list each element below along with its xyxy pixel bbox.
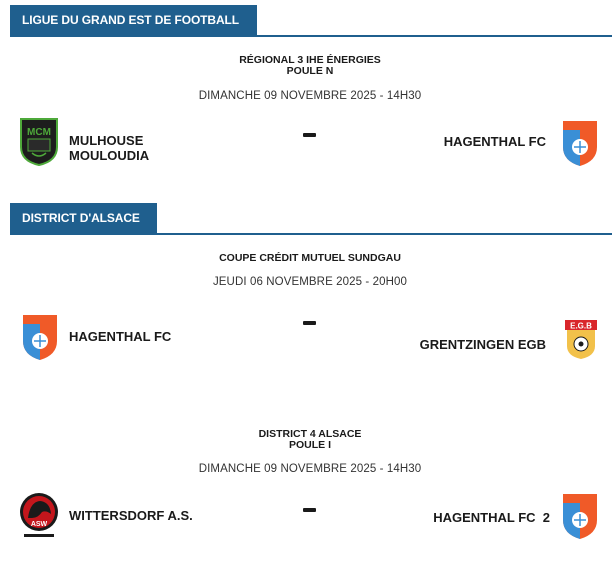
mcm-logo-text: MCM xyxy=(27,127,51,138)
home-team-name xyxy=(69,133,149,163)
away-team-number: 2 xyxy=(542,510,550,525)
match-date: DIMANCHE 09 NOVEMBRE 2025 - 14H30 xyxy=(198,90,422,102)
mcm-crest-icon xyxy=(18,115,60,167)
away-team-name xyxy=(433,510,550,525)
away-team-name: GRENTZINGEN EGB xyxy=(419,337,546,352)
competition-group: POULE I xyxy=(288,439,331,451)
away-team-label: HAGENTHAL FC xyxy=(433,510,536,525)
home-team-name: WITTERSDORF A.S. xyxy=(69,508,193,523)
egb-crest-icon xyxy=(563,318,599,360)
match-date: DIMANCHE 09 NOVEMBRE 2025 - 14H30 xyxy=(198,463,422,475)
competition-group: POULE N xyxy=(286,65,334,77)
competition-name: DISTRICT 4 ALSACE xyxy=(258,428,362,440)
wittersdorf-bear-crest-icon xyxy=(18,488,60,540)
hagenthal-shield-icon xyxy=(21,313,59,361)
match-date: JEUDI 06 NOVEMBRE 2025 - 20H00 xyxy=(212,276,408,288)
section-header-district xyxy=(10,203,612,235)
section-title: DISTRICT D'ALSACE xyxy=(10,203,157,233)
section-title: LIGUE DU GRAND EST DE FOOTBALL xyxy=(10,5,257,35)
away-team-name: HAGENTHAL FC xyxy=(443,134,546,149)
egb-logo-text: E.G.B xyxy=(570,321,592,331)
hagenthal-shield-icon xyxy=(561,119,599,167)
home-team-name-line2: MOULOUDIA xyxy=(69,148,150,163)
home-team-name: HAGENTHAL FC xyxy=(69,329,172,344)
hagenthal-shield-icon xyxy=(561,492,599,540)
competition-name: RÉGIONAL 3 IHE ÉNERGIES xyxy=(239,54,381,66)
wittersdorf-logo-text: ASW xyxy=(30,521,48,528)
score-separator xyxy=(303,508,316,512)
section-header-ligue xyxy=(10,5,612,37)
home-team-name-line1: MULHOUSE xyxy=(69,133,144,148)
score-separator xyxy=(303,133,316,137)
score-separator xyxy=(303,321,316,325)
competition-name: COUPE CRÉDIT MUTUEL SUNDGAU xyxy=(219,252,401,264)
